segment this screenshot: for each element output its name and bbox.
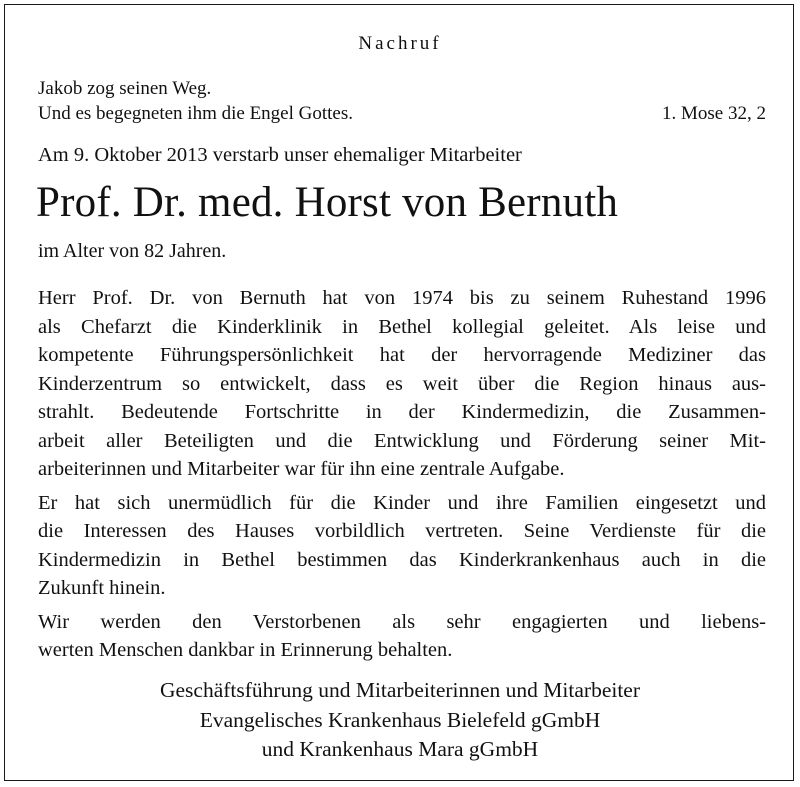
quote-source: 1. Mose 32, 2 <box>662 103 766 124</box>
obituary-text <box>38 284 766 670</box>
signature-line: und Krankenhaus Mara gGmbH <box>261 737 539 761</box>
text-line: Kinderzentrum so entwickelt, dass es weit über die Region hinaus aus- <box>38 372 766 395</box>
signature-line: Evangelisches Krankenhaus Bielefeld gGmbH <box>199 707 601 732</box>
text-line: die Interessen des Hauses vorbildlich vertreten. Seine Verdienste für die <box>38 520 766 542</box>
paragraph <box>38 608 766 665</box>
text-line: arbeit aller Beteiligten und die Entwicklung und Förderung seiner Mit- <box>38 429 766 452</box>
paragraph <box>38 284 766 484</box>
quote-line: Jakob zog seinen Weg. <box>38 78 212 99</box>
text-line: Zukunft hinein. <box>38 577 166 599</box>
text-line: werten Menschen dankbar in Erinnerung behalten. <box>38 639 453 661</box>
paragraph <box>38 489 766 603</box>
signature-line: Geschäftsführung und Mitarbeiterinnen und Mitarbeiter <box>159 678 641 702</box>
notice-heading: Nachruf <box>358 33 442 54</box>
deceased-name: Prof. Dr. med. Horst von Bernuth <box>36 179 619 226</box>
text-line: kompetente Führungspersönlichkeit hat der hervorragende Mediziner das <box>38 344 766 366</box>
text-line: arbeiterinnen und Mitarbeiter war für ihn eine zentrale Aufgabe. <box>38 458 565 480</box>
text-line: als Chefarzt die Kinderklinik in Bethel kollegial geleitet. Als leise und <box>38 315 766 338</box>
death-announcement: Am 9. Oktober 2013 verstarb unser ehemaliger Mitarbeiter <box>38 144 522 166</box>
signature-block <box>0 676 800 765</box>
text-line: Herr Prof. Dr. von Bernuth hat von 1974 bis zu seinem Ruhestand 1996 <box>38 287 766 309</box>
text-line: Wir werden den Verstorbenen als sehr engagierten und liebens- <box>38 610 766 633</box>
text-line: strahlt. Bedeutende Fortschritte in der Kindermedizin, die Zusammen- <box>38 401 766 423</box>
quote-line: Und es begegneten ihm die Engel Gottes. <box>38 103 354 124</box>
text-line: Er hat sich unermüdlich für die Kinder und ihre Familien eingesetzt und <box>38 491 766 514</box>
text-line: Kindermedizin in Bethel bestimmen das Kinderkrankenhaus auch in die <box>38 548 766 571</box>
bible-quote <box>38 76 766 126</box>
deceased-age: im Alter von 82 Jahren. <box>38 240 227 262</box>
